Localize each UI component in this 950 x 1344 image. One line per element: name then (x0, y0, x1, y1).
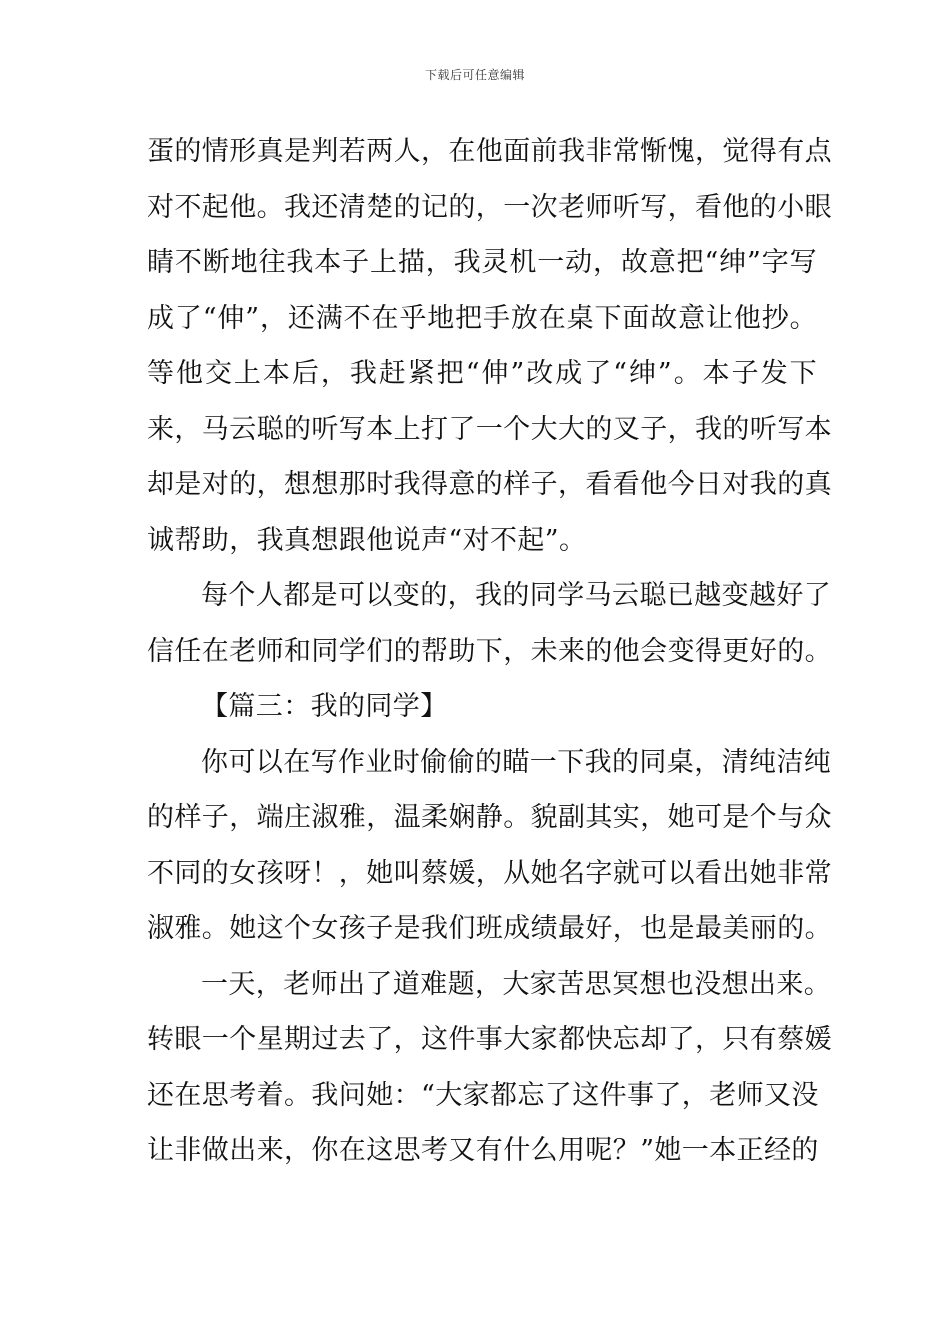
document-body (147, 124, 832, 1179)
text-line: 还在思考着。我问她：“大家都忘了这件事了，老师又没 (147, 1079, 819, 1111)
text-line: 蛋的情形真是判若两人，在他面前我非常惭愧，觉得有点 (147, 136, 832, 167)
text-line: 不同的女孩呀！，她叫蔡媛，从她名字就可以看出她非常 (147, 857, 832, 889)
text-line: 成了“伸”，还满不在乎地把手放在桌下面故意让他抄。 (147, 302, 817, 334)
text-line: 你可以在写作业时偷偷的瞄一下我的同桌，清纯洁纯 (201, 746, 832, 778)
paragraph (147, 957, 832, 1179)
text-line: 睛不断地往我本子上描，我灵机一动，故意把“绅”字写 (147, 247, 817, 278)
text-line: 淑雅。她这个女孩子是我们班成绩最好，也是最美丽的。 (147, 913, 832, 944)
section-heading (147, 679, 817, 735)
text-line: 的样子，端庄淑雅，温柔娴静。貌副其实，她可是个与众 (147, 802, 832, 833)
text-line: 信任在老师和同学们的帮助下，未来的他会变得更好的。 (147, 635, 832, 667)
paragraph (147, 735, 832, 957)
text-line: 诚帮助，我真想跟他说声“对不起”。 (147, 524, 587, 556)
text-line: 转眼一个星期过去了，这件事大家都快忘却了，只有蔡媛 (147, 1024, 832, 1055)
text-line: 一天，老师出了道难题，大家苦思冥想也没想出来。 (201, 968, 832, 1000)
text-line: 让非做出来，你在这思考又有什么用呢？”她一本正经的 (147, 1135, 819, 1166)
section-title: 【篇三：我的同学】 (201, 691, 448, 722)
text-line: 每个人都是可以变的，我的同学马云聪已越变越好了 (201, 580, 832, 611)
paragraph (147, 124, 832, 568)
page-header: 下载后可任意编辑 (424, 68, 525, 82)
text-line: 来，马云聪的听写本上打了一个大大的叉子，我的听写本 (147, 413, 832, 445)
text-line: 对不起他。我还清楚的记的，一次老师听写，看他的小眼 (147, 191, 832, 223)
paragraph (147, 568, 832, 679)
text-line: 却是对的，想想那时我得意的样子，看看他今日对我的真 (147, 469, 832, 500)
text-line: 等他交上本后，我赶紧把“伸”改成了“绅”。本子发下 (147, 358, 817, 389)
